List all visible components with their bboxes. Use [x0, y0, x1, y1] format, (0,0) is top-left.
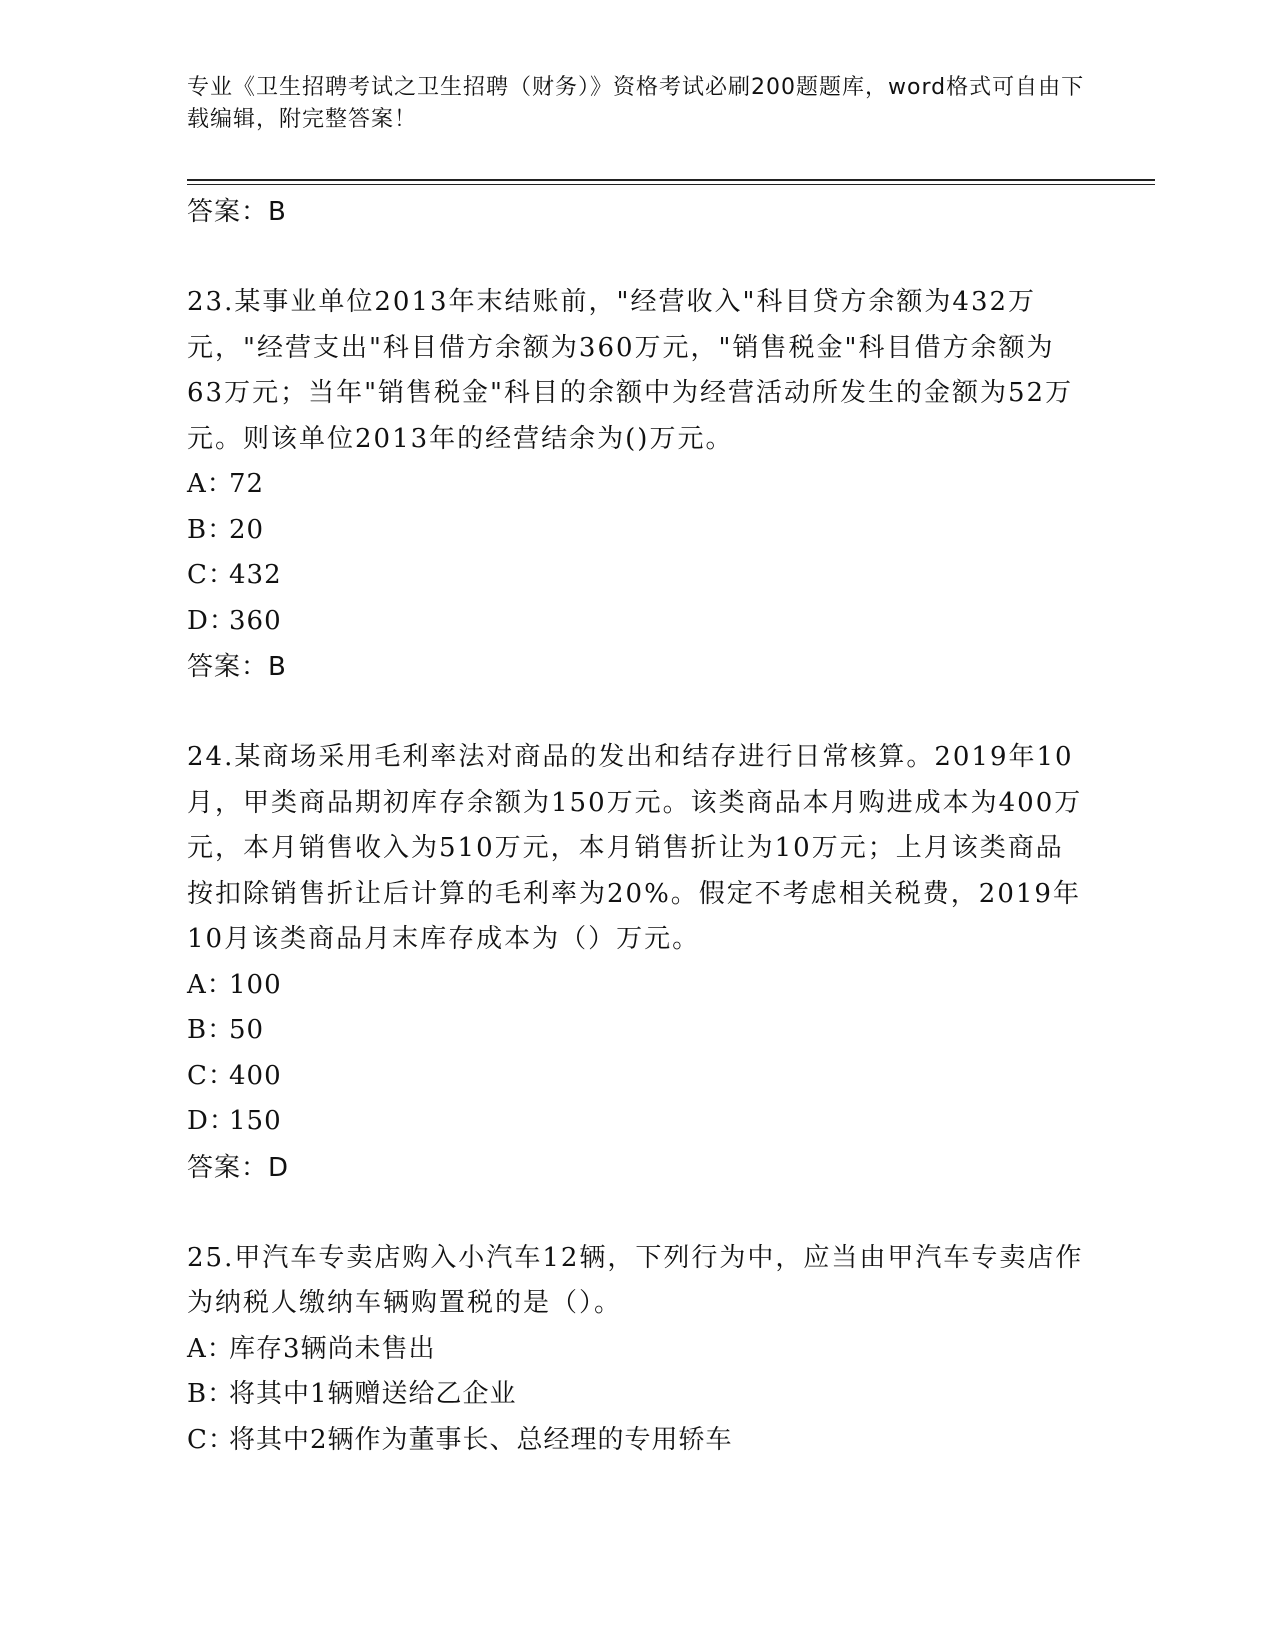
- option-key: C：: [187, 560, 235, 590]
- option-text: 100: [229, 969, 282, 1000]
- option-text: 432: [229, 560, 282, 590]
- option-c: [187, 1418, 1087, 1464]
- option-d: [187, 599, 1087, 645]
- option-d: [187, 1099, 1087, 1145]
- option-key: B：: [187, 1015, 235, 1045]
- page-content: [187, 189, 1087, 1463]
- question-stem: 25.甲汽车专卖店购入小汽车12辆，下列行为中，应当由甲汽车专卖店作为纳税人缴纳车辆购置税的是（）。: [187, 1242, 1084, 1318]
- option-key: B：: [187, 514, 235, 545]
- option-a: [187, 1327, 1087, 1373]
- option-key: A：: [187, 1333, 234, 1364]
- header-rule-thin: [187, 184, 1155, 185]
- option-text: 360: [229, 605, 282, 636]
- option-c: [187, 553, 1087, 599]
- option-a: [187, 963, 1087, 1009]
- option-text: 将其中2辆作为董事长、总经理的专用轿车: [229, 1424, 733, 1455]
- spacer: [187, 235, 1087, 280]
- option-c: [187, 1054, 1087, 1100]
- option-b: [187, 508, 1087, 554]
- option-key: D：: [187, 1106, 236, 1136]
- option-key: B：: [187, 1379, 235, 1409]
- question-stem: 23.某事业单位2013年末结账前，"经营收入"科目贷方余额为432万元，"经营支出"科目借方余额为360万元，"销售税金"科目借方余额为63万元；当年"销售税金"科目的余额中为经营活动所发生的金额为52万元。则该单位2013年的经营结余为()万元。: [187, 287, 1074, 454]
- page-header: 专业《卫生招聘考试之卫生招聘（财务）》资格考试必刷200题题库，word格式可自由下载编辑，附完整答案！: [187, 75, 1085, 132]
- question-23: [187, 280, 1087, 690]
- option-text: 库存3辆尚未售出: [229, 1333, 436, 1364]
- option-b: [187, 1008, 1087, 1054]
- header-rule: [187, 179, 1155, 181]
- spacer: [187, 1191, 1087, 1236]
- answer-line: 答案：B: [187, 652, 287, 682]
- question-24: [187, 735, 1087, 1191]
- answer-line: 答案：B: [187, 197, 287, 227]
- question-25: [187, 1236, 1087, 1464]
- spacer: [187, 690, 1087, 735]
- option-text: 20: [229, 514, 265, 545]
- option-text: 72: [229, 469, 265, 499]
- question-stem: 24.某商场采用毛利率法对商品的发出和结存进行日常核算。2019年10月，甲类商品期初库存余额为150万元。该类商品本月购进成本为400万元，本月销售收入为510万元，本月销售折让为10万元；上月该类商品按扣除销售折让后计算的毛利率为20%。假定不考虑相关税费，2019年10月该类商品月末库存成本为（）万元。: [187, 742, 1083, 954]
- option-key: A：: [187, 969, 234, 1000]
- option-text: 150: [229, 1106, 282, 1136]
- option-key: C：: [187, 1424, 235, 1455]
- option-text: 50: [229, 1015, 265, 1045]
- option-a: [187, 462, 1087, 508]
- option-key: D：: [187, 605, 236, 636]
- option-key: C：: [187, 1060, 235, 1091]
- option-key: A：: [187, 469, 234, 499]
- option-text: 400: [229, 1060, 282, 1091]
- answer-line: 答案：D: [187, 1152, 290, 1183]
- option-b: [187, 1372, 1087, 1418]
- option-text: 将其中1辆赠送给乙企业: [229, 1379, 517, 1409]
